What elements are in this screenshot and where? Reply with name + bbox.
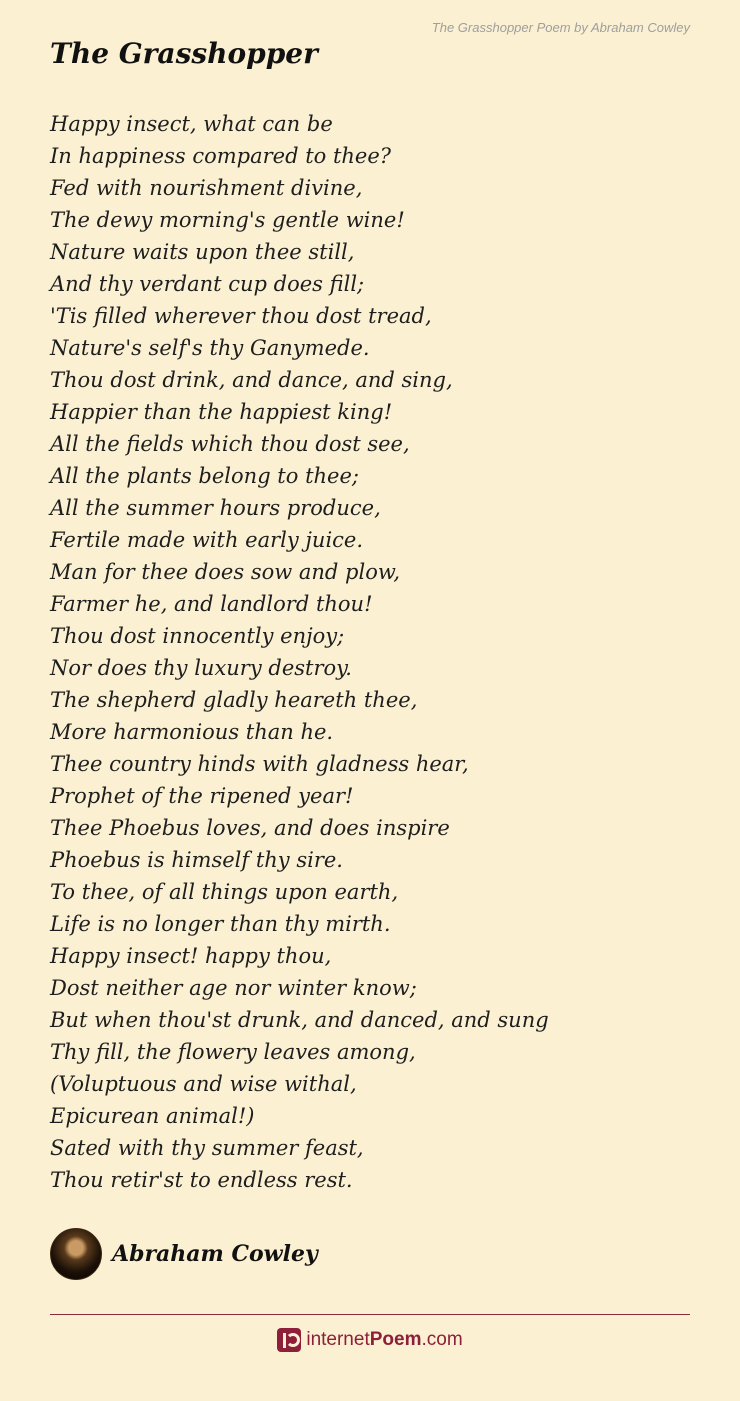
poem-attribution: The Grasshopper Poem by Abraham Cowley [431, 20, 690, 35]
author-block[interactable] [50, 1228, 318, 1280]
ip-logo-icon[interactable] [277, 1328, 301, 1352]
footer-divider [50, 1314, 690, 1315]
poem-line: Phoebus is himself thy sire. [50, 848, 343, 872]
poem-line: Thy fill, the flowery leaves among, [50, 1040, 416, 1064]
poem-line: Prophet of the ripened year! [50, 784, 354, 808]
site-footer[interactable] [0, 1326, 740, 1354]
poem-line: Epicurean animal!) [50, 1104, 255, 1128]
poem-title: The Grasshopper [50, 37, 318, 70]
poem-line: Fed with nourishment divine, [50, 176, 363, 200]
poem-line: Nature waits upon thee still, [50, 240, 355, 264]
poem-line: All the fields which thou dost see, [50, 432, 410, 456]
poem-line: Man for thee does sow and plow, [50, 560, 401, 584]
poem-line: All the summer hours produce, [50, 496, 381, 520]
poem-line: Thee country hinds with gladness hear, [50, 752, 469, 776]
poem-line: All the plants belong to thee; [50, 464, 359, 488]
poem-line: 'Tis filled wherever thou dost tread, [50, 304, 432, 328]
poem-line: The shepherd gladly heareth thee, [50, 688, 418, 712]
poem-line: Happy insect! happy thou, [50, 944, 332, 968]
brand-suffix: .com [421, 1329, 463, 1350]
poem-line: Thou retir'st to endless rest. [50, 1168, 353, 1192]
brand-bold: Poem [369, 1329, 422, 1350]
author-name[interactable]: Abraham Cowley [112, 1241, 318, 1267]
poem-line: (Voluptuous and wise withal, [50, 1072, 357, 1096]
poem-line: Farmer he, and landlord thou! [50, 592, 373, 616]
brand-prefix: internet [306, 1329, 370, 1350]
poem-line: Thee Phoebus loves, and does inspire [50, 816, 450, 840]
poem-line: To thee, of all things upon earth, [50, 880, 399, 904]
poem-line: Nor does thy luxury destroy. [50, 656, 352, 680]
poem-line: Thou dost drink, and dance, and sing, [50, 368, 453, 392]
poem-line: But when thou'st drunk, and danced, and sung [50, 1008, 549, 1032]
poem-line: Life is no longer than thy mirth. [50, 912, 391, 936]
poem-line: In happiness compared to thee? [50, 144, 392, 168]
brand-name[interactable] [306, 1329, 462, 1351]
poem-body [50, 108, 549, 1196]
poem-line: Happy insect, what can be [50, 112, 333, 136]
author-avatar[interactable] [50, 1228, 102, 1280]
poem-line: And thy verdant cup does fill; [50, 272, 365, 296]
poem-line: More harmonious than he. [50, 720, 334, 744]
poem-line: Happier than the happiest king! [50, 400, 393, 424]
poem-line: Thou dost innocently enjoy; [50, 624, 345, 648]
poem-line: Nature's self's thy Ganymede. [50, 336, 370, 360]
poem-line: Dost neither age nor winter know; [50, 976, 417, 1000]
poem-line: Fertile made with early juice. [50, 528, 364, 552]
poem-line: Sated with thy summer feast, [50, 1136, 364, 1160]
poem-line: The dewy morning's gentle wine! [50, 208, 405, 232]
